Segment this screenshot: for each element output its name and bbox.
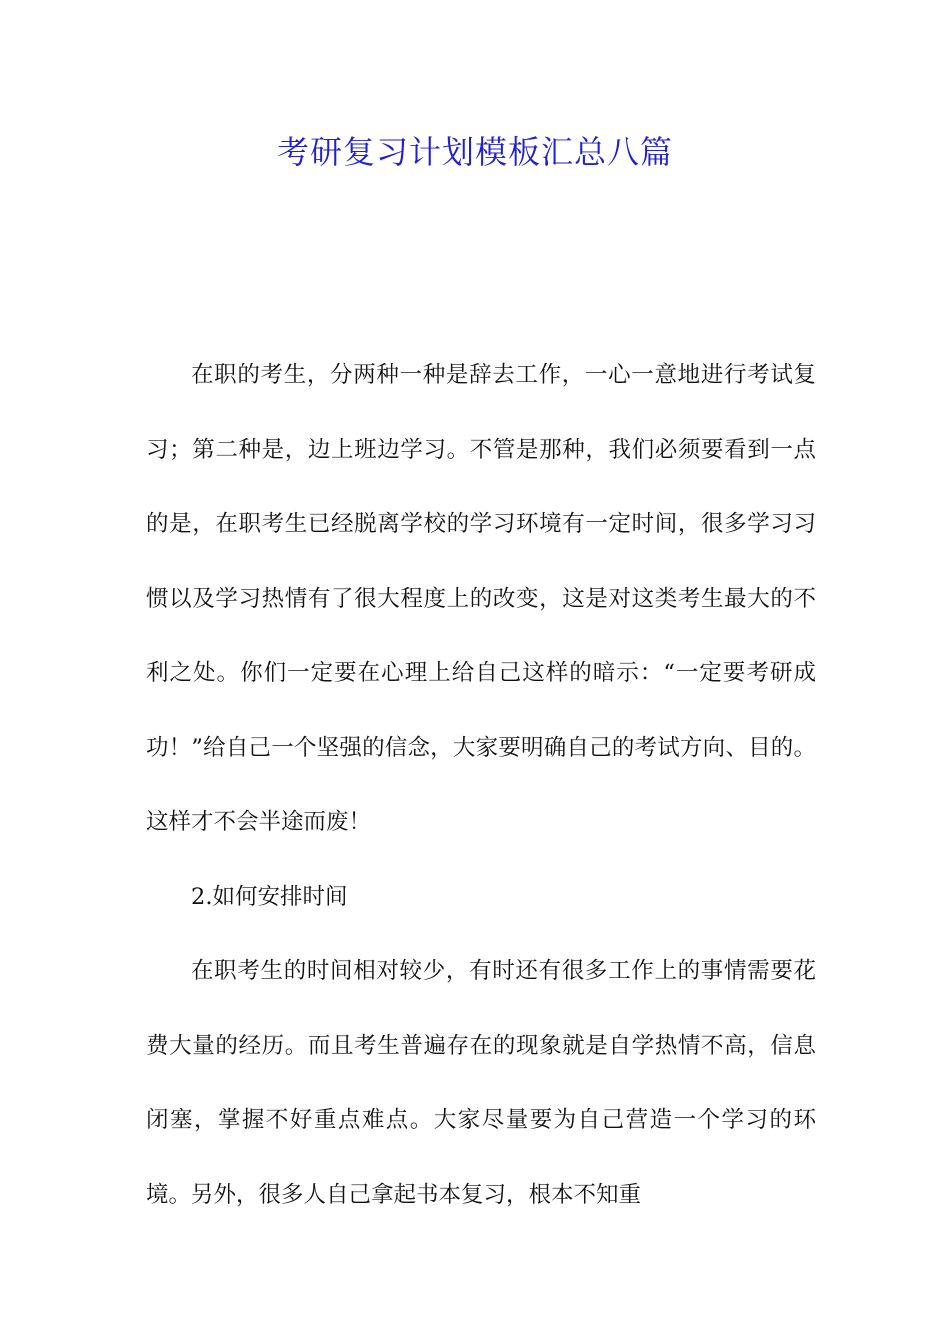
document-title: 考研复习计划模板汇总八篇 <box>276 133 673 171</box>
paragraph-intro: 在职的考生，分两种一种是辞去工作，一心一意地进行考试复习；第二种是，边上班边学习。不管是那种，我们必须要看到一点的是，在职考生已经脱离学校的学习环境有一定时间，很多学习习惯以及学习热情有了很大程度上的改变，这是对这类考生最大的不利之处。你们一定要在心理上给自己这样的暗示：“一定要考研成功！”给自己一个坚强的信念，大家要明确自己的考试方向、目的。这样才不会半途而废！ <box>146 362 816 835</box>
document-body <box>146 338 816 1232</box>
paragraph-time: 在职考生的时间相对较少，有时还有很多工作上的事情需要花费大量的经历。而且考生普遍存在的现象就是自学热情不高，信息闭塞，掌握不好重点难点。大家尽量要为自己营造一个学习的环境。另外，很多人自己拿起书本复习，根本不知重 <box>146 958 816 1208</box>
section-heading-time: 2.如何安排时间 <box>191 883 348 910</box>
